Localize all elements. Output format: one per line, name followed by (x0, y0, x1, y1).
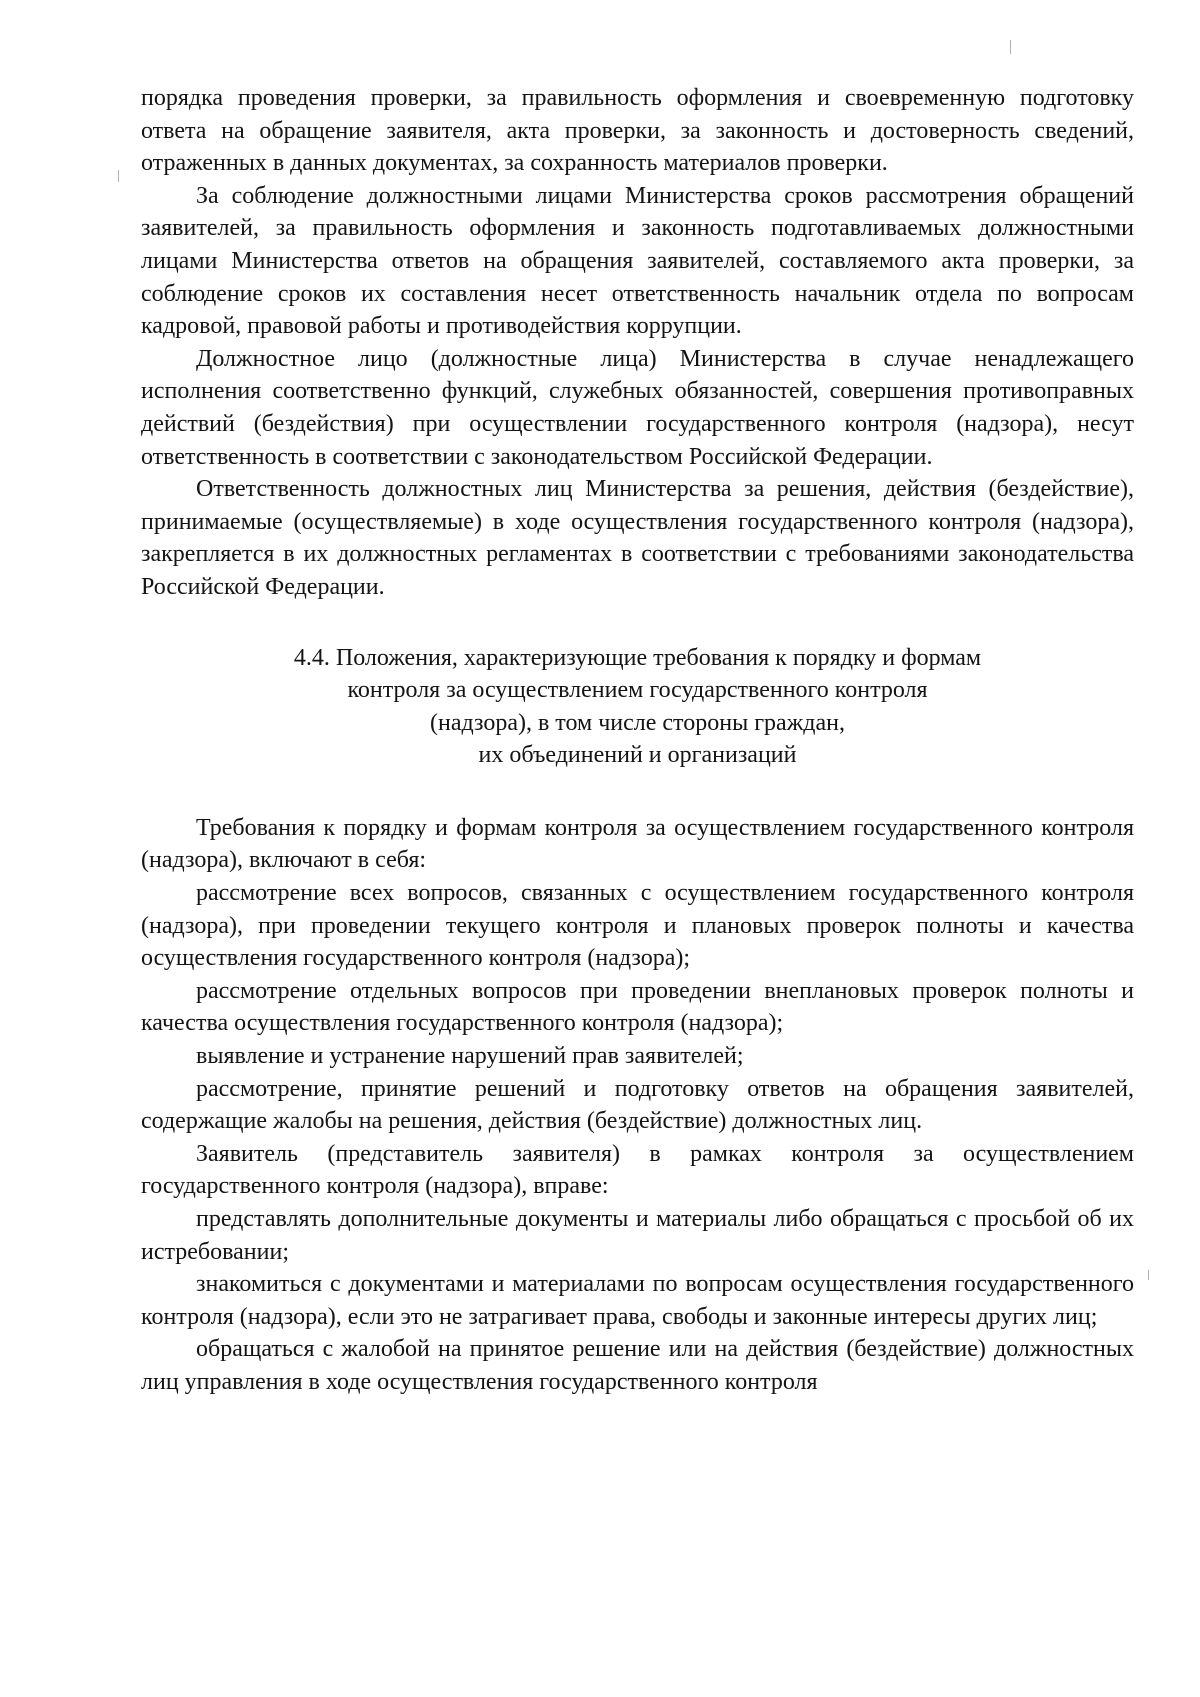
scan-mark-top (1010, 40, 1011, 54)
section-heading (141, 642, 1134, 772)
list-item-review-materials: знакомиться с документами и материалами по вопросам осуществления государственного контроля (надзора), если это не затрагивает права, свободы и законные интересы других лиц; (141, 1271, 1134, 1330)
list-item-complaints: рассмотрение, принятие решений и подготовку ответов на обращения заявителей, содержащие жалобы на решения, действия (бездействие) должностных лиц. (141, 1075, 1134, 1135)
list-item-violations: выявление и устранение нарушений прав заявителей; (196, 1043, 744, 1070)
list-item-review-separate-questions: рассмотрение отдельных вопросов при проведении внеплановых проверок полноты и качества осуществления государственного контроля (надзора); (141, 977, 1134, 1037)
paragraph-official-liability: Должностное лицо (должностные лица) Министерства в случае ненадлежащего исполнения соответственно функций, служебных обязанностей, совершения противоправных действий (бездействия) при осуществлении государственного контроля (надзора), несут ответственность в соответствии с законодательством Российской Федерации. (141, 345, 1134, 470)
document-body (141, 82, 1134, 1399)
paragraph-job-regulations: Ответственность должностных лиц Министерства за решения, действия (бездействие), принимаемые (осуществляемые) в ходе осуществления государственного контроля (надзора), закрепляется в их должностных регламентах в соответствии с требованиями законодательства Российской Федерации. (141, 476, 1134, 600)
list-item-file-complaint: обращаться с жалобой на принятое решение или на действия (бездействие) должностных лиц управления в ходе осуществления государственного контроля (141, 1336, 1134, 1395)
paragraph-responsibility-deadlines: За соблюдение должностными лицами Министерства сроков рассмотрения обращений заявителей, за правильность оформления и законность подготавливаемых должностными лицами Министерства ответов на обращения заявителей, составляемого акта проверки, за соблюдение сроков их составления несет ответственность начальник отдела по вопросам кадровой, правовой работы и противодействия коррупции. (141, 182, 1134, 340)
paragraph-requirements-intro: Требования к порядку и формам контроля за осуществлением государственного контроля (надзора), включают в себя: (141, 814, 1134, 874)
section-heading-line-2: контроля за осуществлением государственного контроля (347, 677, 928, 704)
list-item-submit-documents: представлять дополнительные документы и материалы либо обращаться с просьбой об их истребовании; (141, 1206, 1134, 1265)
scan-mark-right (1148, 1270, 1149, 1280)
paragraph-continuation: порядка проведения проверки, за правильность оформления и своевременную подготовку ответа на обращение заявителя, акта проверки, за законность и достоверность сведений, отраженных в данных документах, за сохранность материалов проверки. (141, 85, 1134, 177)
section-heading-line-3: (надзора), в том числе стороны граждан, (430, 709, 845, 736)
list-item-review-all-questions: рассмотрение всех вопросов, связанных с осуществлением государственного контроля (надзора), при проведении текущего контроля и плановых проверок полноты и качества осуществления государственного контроля (надзора); (141, 880, 1134, 972)
paragraph-applicant-rights-intro: Заявитель (представитель заявителя) в рамках контроля за осуществлением государственного контроля (надзора), вправе: (141, 1140, 1134, 1200)
section-heading-line-1: 4.4. Положения, характеризующие требования к порядку и формам (293, 644, 982, 671)
section-heading-line-4: их объединений и организаций (478, 742, 797, 769)
scan-mark-left (118, 170, 119, 182)
